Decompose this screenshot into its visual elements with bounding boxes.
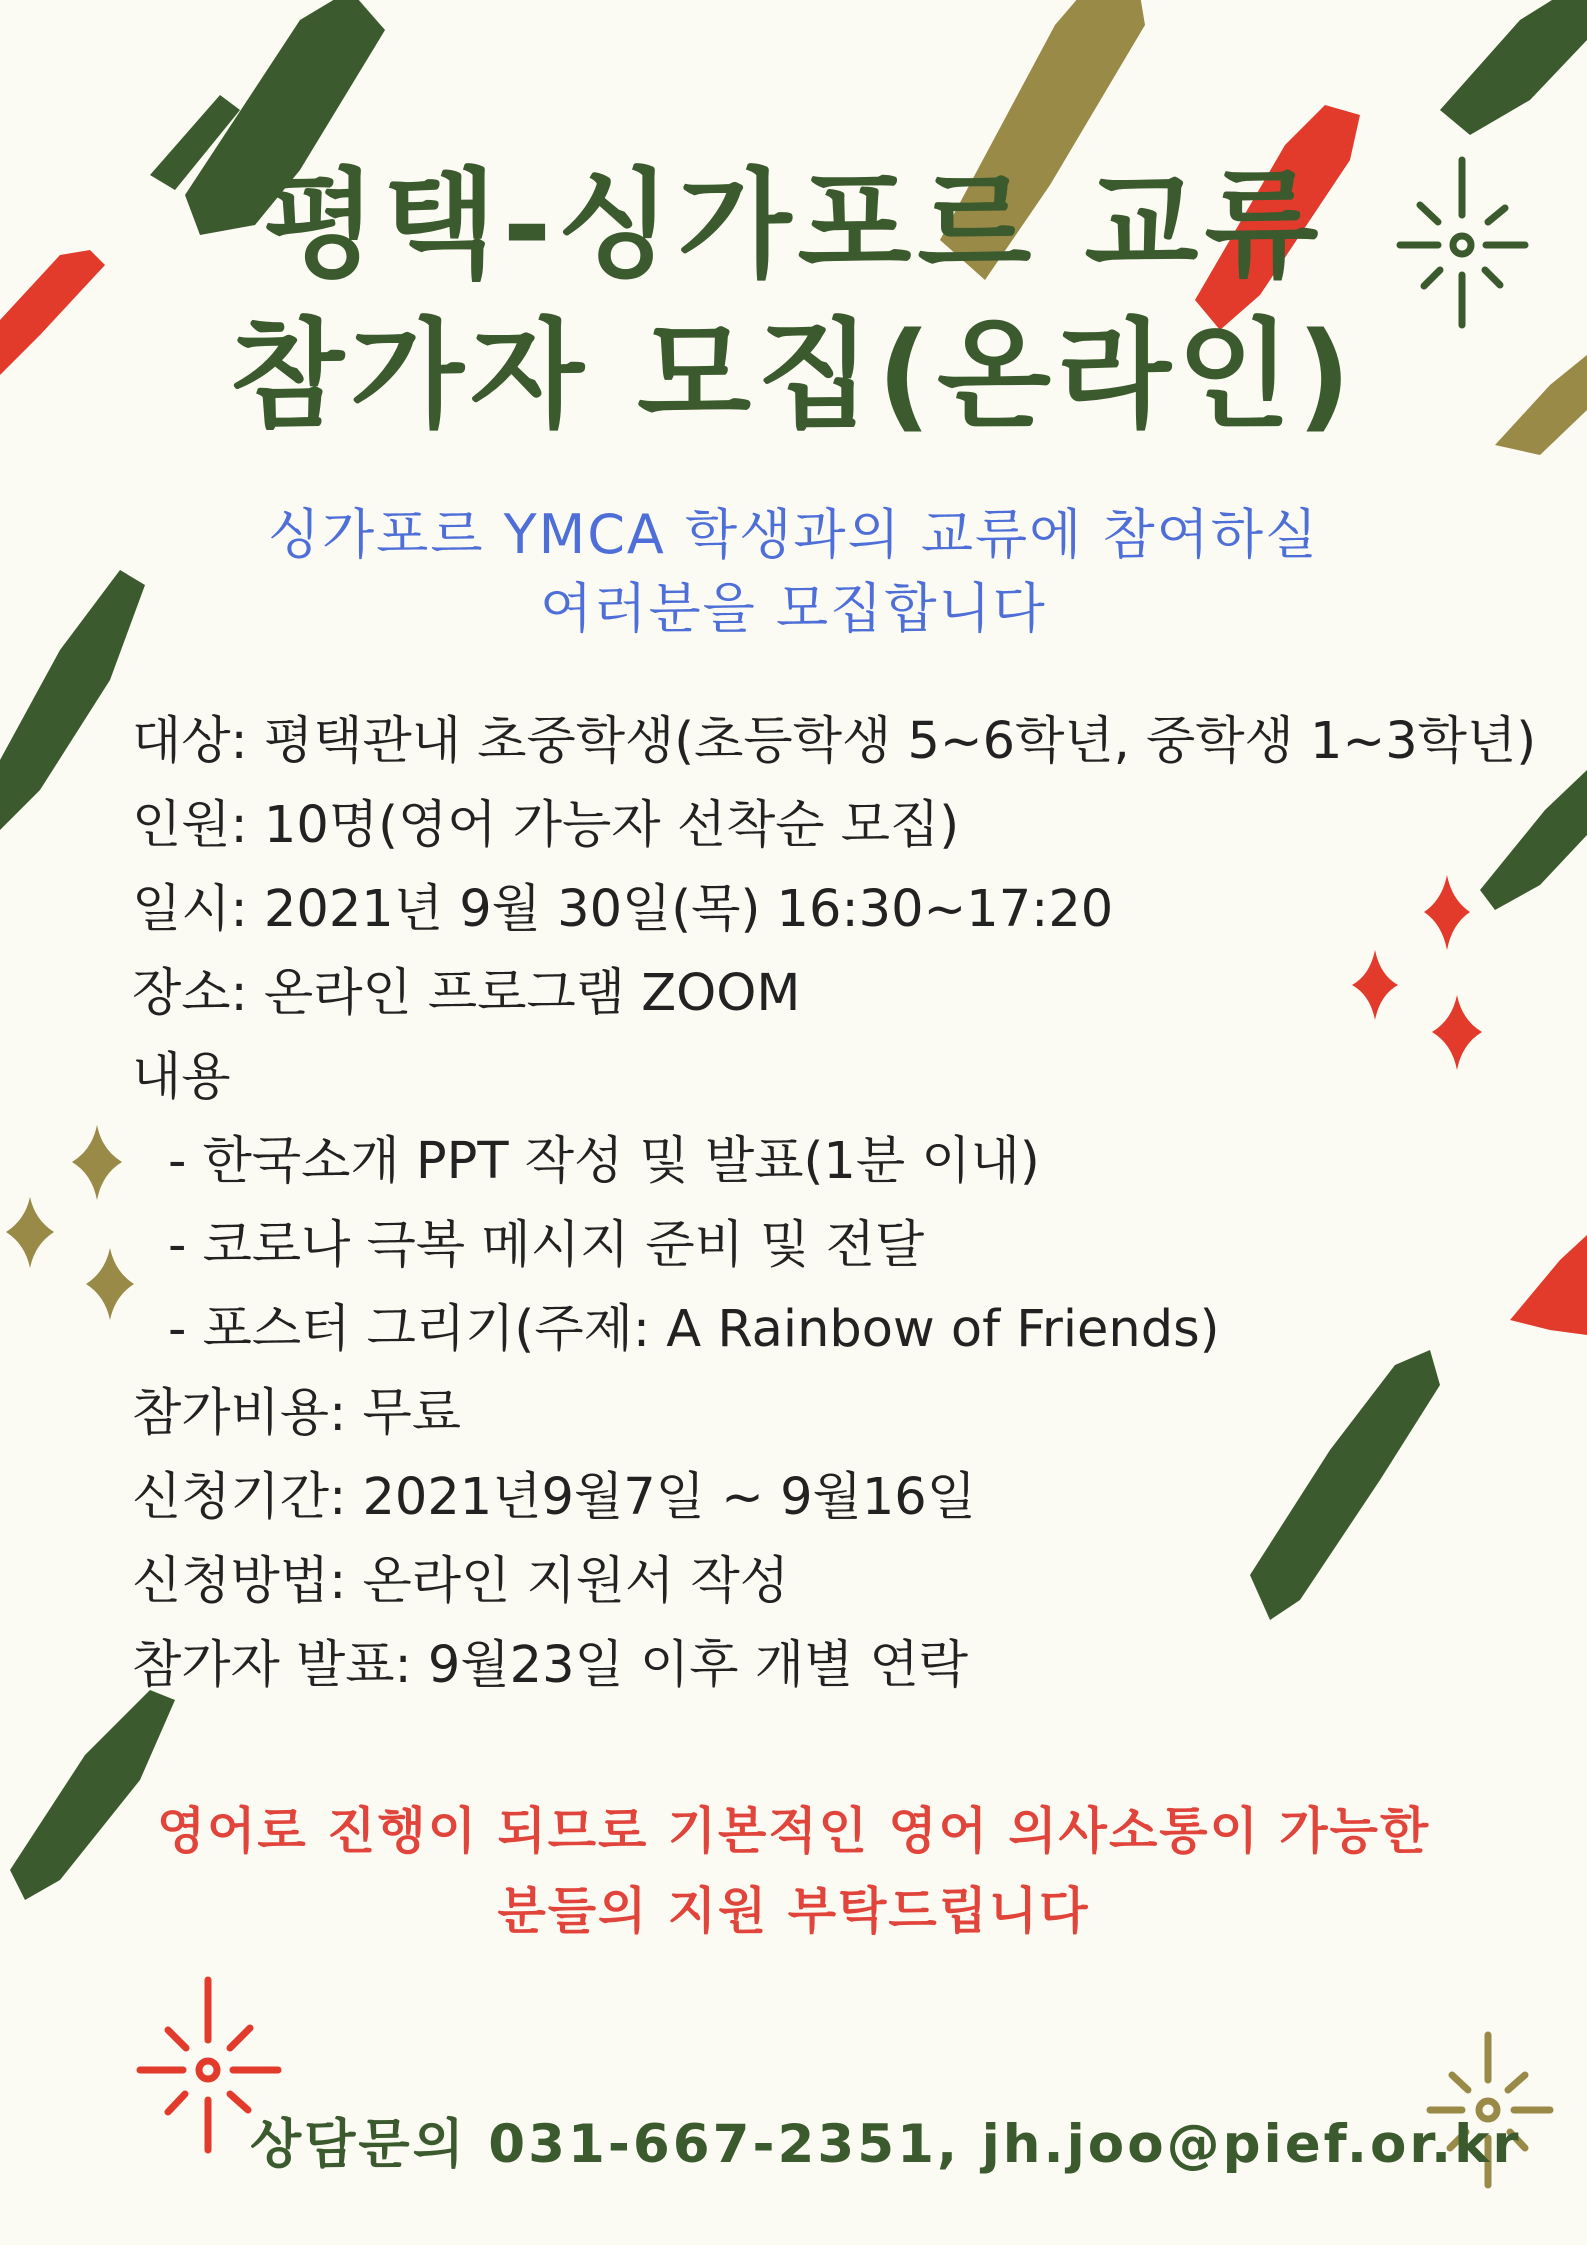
detail-location: 장소: 온라인 프로그램 ZOOM bbox=[132, 964, 801, 1023]
detail-content-heading: 내용 bbox=[132, 1048, 231, 1107]
poster-title-line1: 평택-싱가포르 교류 bbox=[262, 156, 1325, 294]
detail-content-item: - 코로나 극복 메시지 준비 및 전달 bbox=[168, 1216, 925, 1275]
detail-announcement: 참가자 발표: 9월23일 이후 개별 연락 bbox=[132, 1636, 969, 1695]
detail-content-item: - 한국소개 PPT 작성 및 발표(1분 이내) bbox=[168, 1132, 1040, 1191]
contact-info: 상담문의 031-667-2351, jh.joo@pief.or.kr bbox=[250, 2114, 1522, 2175]
notice-line2: 분들의 지원 부탁드립니다 bbox=[497, 1882, 1090, 1940]
detail-target: 대상: 평택관내 초중학생(초등학생 5~6학년, 중학생 1~3학년) bbox=[132, 712, 1537, 771]
detail-datetime: 일시: 2021년 9월 30일(목) 16:30~17:20 bbox=[132, 880, 1114, 939]
notice-line1: 영어로 진행이 되므로 기본적인 영어 의사소통이 가능한 bbox=[156, 1802, 1431, 1860]
detail-application-period: 신청기간: 2021년9월7일 ~ 9월16일 bbox=[132, 1468, 976, 1527]
detail-application-method: 신청방법: 온라인 지원서 작성 bbox=[132, 1552, 790, 1611]
detail-fee: 참가비용: 무료 bbox=[132, 1384, 461, 1443]
subtitle-line2: 여러분을 모집합니다 bbox=[540, 577, 1047, 640]
detail-headcount: 인원: 10명(영어 가능자 선착순 모집) bbox=[132, 796, 960, 855]
subtitle-line1: 싱가포르 YMCA 학생과의 교류에 참여하실 bbox=[267, 503, 1320, 566]
poster-title-line2: 참가자 모집(온라인) bbox=[230, 306, 1357, 444]
detail-content-item: - 포스터 그리기(주제: A Rainbow of Friends) bbox=[168, 1300, 1220, 1359]
